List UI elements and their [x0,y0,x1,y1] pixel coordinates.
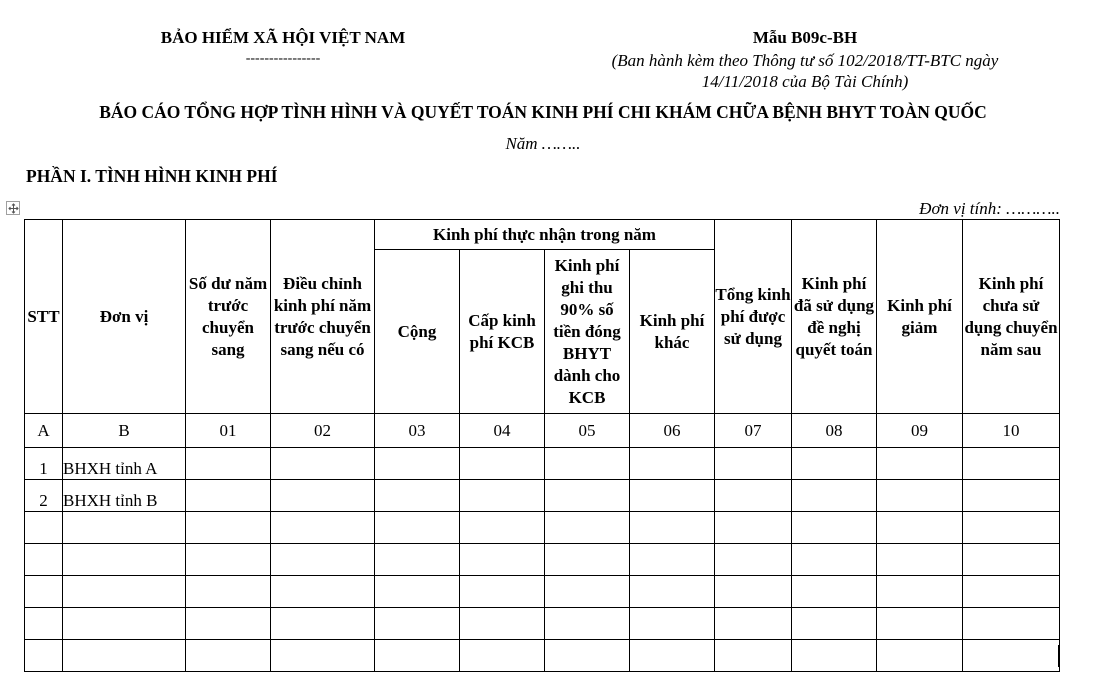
cell-value-09[interactable] [877,640,963,672]
cell-value-10[interactable] [963,512,1060,544]
col-code: 05 [545,414,630,448]
cell-value-08[interactable] [792,576,877,608]
cell-value-05[interactable] [545,608,630,640]
col-header-02: Điều chỉnh kinh phí năm trước chuyển sang nếu có [271,220,375,414]
cell-unit[interactable] [63,544,186,576]
cell-stt[interactable] [25,512,63,544]
cell-value-02[interactable] [271,448,375,480]
cell-value-10[interactable] [963,544,1060,576]
cell-value-06[interactable] [630,448,715,480]
cell-unit[interactable] [63,576,186,608]
cell-value-02[interactable] [271,544,375,576]
cell-value-07[interactable] [715,512,792,544]
cell-unit[interactable] [63,512,186,544]
cell-value-04[interactable] [460,640,545,672]
organization-underline: ---------------- [245,51,321,66]
cell-value-04[interactable] [460,576,545,608]
cell-value-08[interactable] [792,448,877,480]
move-arrows-icon [8,203,19,214]
table-row [25,512,1060,544]
cell-unit[interactable] [63,608,186,640]
cell-value-03[interactable] [375,448,460,480]
table-row [25,576,1060,608]
col-header-04: Cấp kinh phí KCB [460,250,545,414]
cell-unit[interactable] [63,640,186,672]
cell-value-03[interactable] [375,608,460,640]
cell-stt[interactable] [25,640,63,672]
cell-value-06[interactable] [630,576,715,608]
column-code-row [25,414,1060,448]
cell-unit[interactable]: BHXH tỉnh A [63,448,186,480]
col-code: 10 [963,414,1060,448]
col-header-05: Kinh phí ghi thu 90% số tiền đóng BHYT dành cho KCB [545,250,630,414]
cell-value-01[interactable] [186,608,271,640]
table-row [25,448,1060,480]
cell-value-04[interactable] [460,448,545,480]
cell-value-09[interactable] [877,480,963,512]
col-header-03: Cộng [375,250,460,414]
report-year: Năm …….. [505,134,581,153]
cell-unit[interactable]: BHXH tỉnh B [63,480,186,512]
cell-value-01[interactable] [186,544,271,576]
cell-value-01[interactable] [186,512,271,544]
cell-value-01[interactable] [186,480,271,512]
form-note-line-2: 14/11/2018 của Bộ Tài Chính) [701,72,909,91]
cell-value-06[interactable] [630,640,715,672]
table-row [25,608,1060,640]
cell-value-09[interactable] [877,576,963,608]
form-note [560,50,1050,92]
col-code: 06 [630,414,715,448]
cell-value-04[interactable] [460,544,545,576]
col-header-01: Số dư năm trước chuyển sang [186,220,271,414]
col-header-stt: STT [25,220,63,414]
cell-value-05[interactable] [545,480,630,512]
group-header-received: Kinh phí thực nhận trong năm [375,220,715,250]
cell-value-07[interactable] [715,480,792,512]
cell-value-03[interactable] [375,544,460,576]
cell-value-04[interactable] [460,480,545,512]
cell-value-01[interactable] [186,448,271,480]
col-header-10: Kinh phí chưa sử dụng chuyển năm sau [963,220,1060,414]
col-code: 09 [877,414,963,448]
cell-value-09[interactable] [877,448,963,480]
cell-value-02[interactable] [271,640,375,672]
cell-value-09[interactable] [877,608,963,640]
cell-value-10[interactable] [963,480,1060,512]
form-code: Mẫu B09c-BH [752,28,858,47]
col-code: 03 [375,414,460,448]
cell-value-06[interactable] [630,544,715,576]
cell-value-03[interactable] [375,640,460,672]
col-code: 04 [460,414,545,448]
cell-value-06[interactable] [630,512,715,544]
cell-value-05[interactable] [545,576,630,608]
cell-value-07[interactable] [715,640,792,672]
col-code: A [25,414,63,448]
section-title: PHẦN I. TÌNH HÌNH KINH PHÍ [26,166,278,186]
table-row [25,480,1060,512]
unit-of-measure: Đơn vị tính: ……….. [919,199,1060,218]
form-note-line-1: (Ban hành kèm theo Thông tư số 102/2018/TT-BTC ngày [611,51,999,70]
col-header-06: Kinh phí khác [630,250,715,414]
cell-stt[interactable] [25,544,63,576]
col-header-unit: Đơn vị [63,220,186,414]
cell-value-09[interactable] [877,544,963,576]
cell-value-08[interactable] [792,544,877,576]
col-code: 07 [715,414,792,448]
cell-value-05[interactable] [545,544,630,576]
col-header-09: Kinh phí giảm [877,220,963,414]
cell-value-02[interactable] [271,608,375,640]
cell-stt[interactable]: 2 [25,480,63,512]
text-cursor [1058,645,1059,667]
col-header-07: Tổng kinh phí được sử dụng [715,220,792,414]
cell-value-04[interactable] [460,608,545,640]
cell-stt[interactable]: 1 [25,448,63,480]
report-title: BÁO CÁO TỔNG HỢP TÌNH HÌNH VÀ QUYẾT TOÁN KINH PHÍ CHI KHÁM CHỮA BỆNH BHYT TOÀN QUỐC [99,102,987,122]
cell-value-05[interactable] [545,640,630,672]
cell-value-06[interactable] [630,480,715,512]
funding-report-table [24,219,1060,672]
cell-value-10[interactable] [963,448,1060,480]
col-code: 02 [271,414,375,448]
cell-value-10[interactable] [963,576,1060,608]
cell-stt[interactable] [25,608,63,640]
organization-name: BẢO HIỂM XÃ HỘI VIỆT NAM [160,28,406,47]
cell-value-08[interactable] [792,608,877,640]
cell-value-05[interactable] [545,512,630,544]
cell-value-02[interactable] [271,480,375,512]
cell-stt[interactable] [25,576,63,608]
col-header-08: Kinh phí đã sử dụng đề nghị quyết toán [792,220,877,414]
cell-value-05[interactable] [545,448,630,480]
cell-value-07[interactable] [715,544,792,576]
cell-value-01[interactable] [186,640,271,672]
col-code: 01 [186,414,271,448]
cell-value-08[interactable] [792,640,877,672]
cell-value-10[interactable] [963,640,1060,672]
cell-value-07[interactable] [715,608,792,640]
cell-value-03[interactable] [375,576,460,608]
table-row [25,544,1060,576]
cell-value-04[interactable] [460,512,545,544]
cell-value-10[interactable] [963,608,1060,640]
cell-value-01[interactable] [186,576,271,608]
table-move-handle[interactable] [6,201,20,215]
cell-value-03[interactable] [375,512,460,544]
cell-value-03[interactable] [375,480,460,512]
table-row [25,640,1060,672]
cell-value-07[interactable] [715,448,792,480]
cell-value-02[interactable] [271,512,375,544]
cell-value-08[interactable] [792,480,877,512]
cell-value-06[interactable] [630,608,715,640]
col-code: B [63,414,186,448]
cell-value-02[interactable] [271,576,375,608]
cell-value-09[interactable] [877,512,963,544]
col-code: 08 [792,414,877,448]
cell-value-07[interactable] [715,576,792,608]
cell-value-08[interactable] [792,512,877,544]
